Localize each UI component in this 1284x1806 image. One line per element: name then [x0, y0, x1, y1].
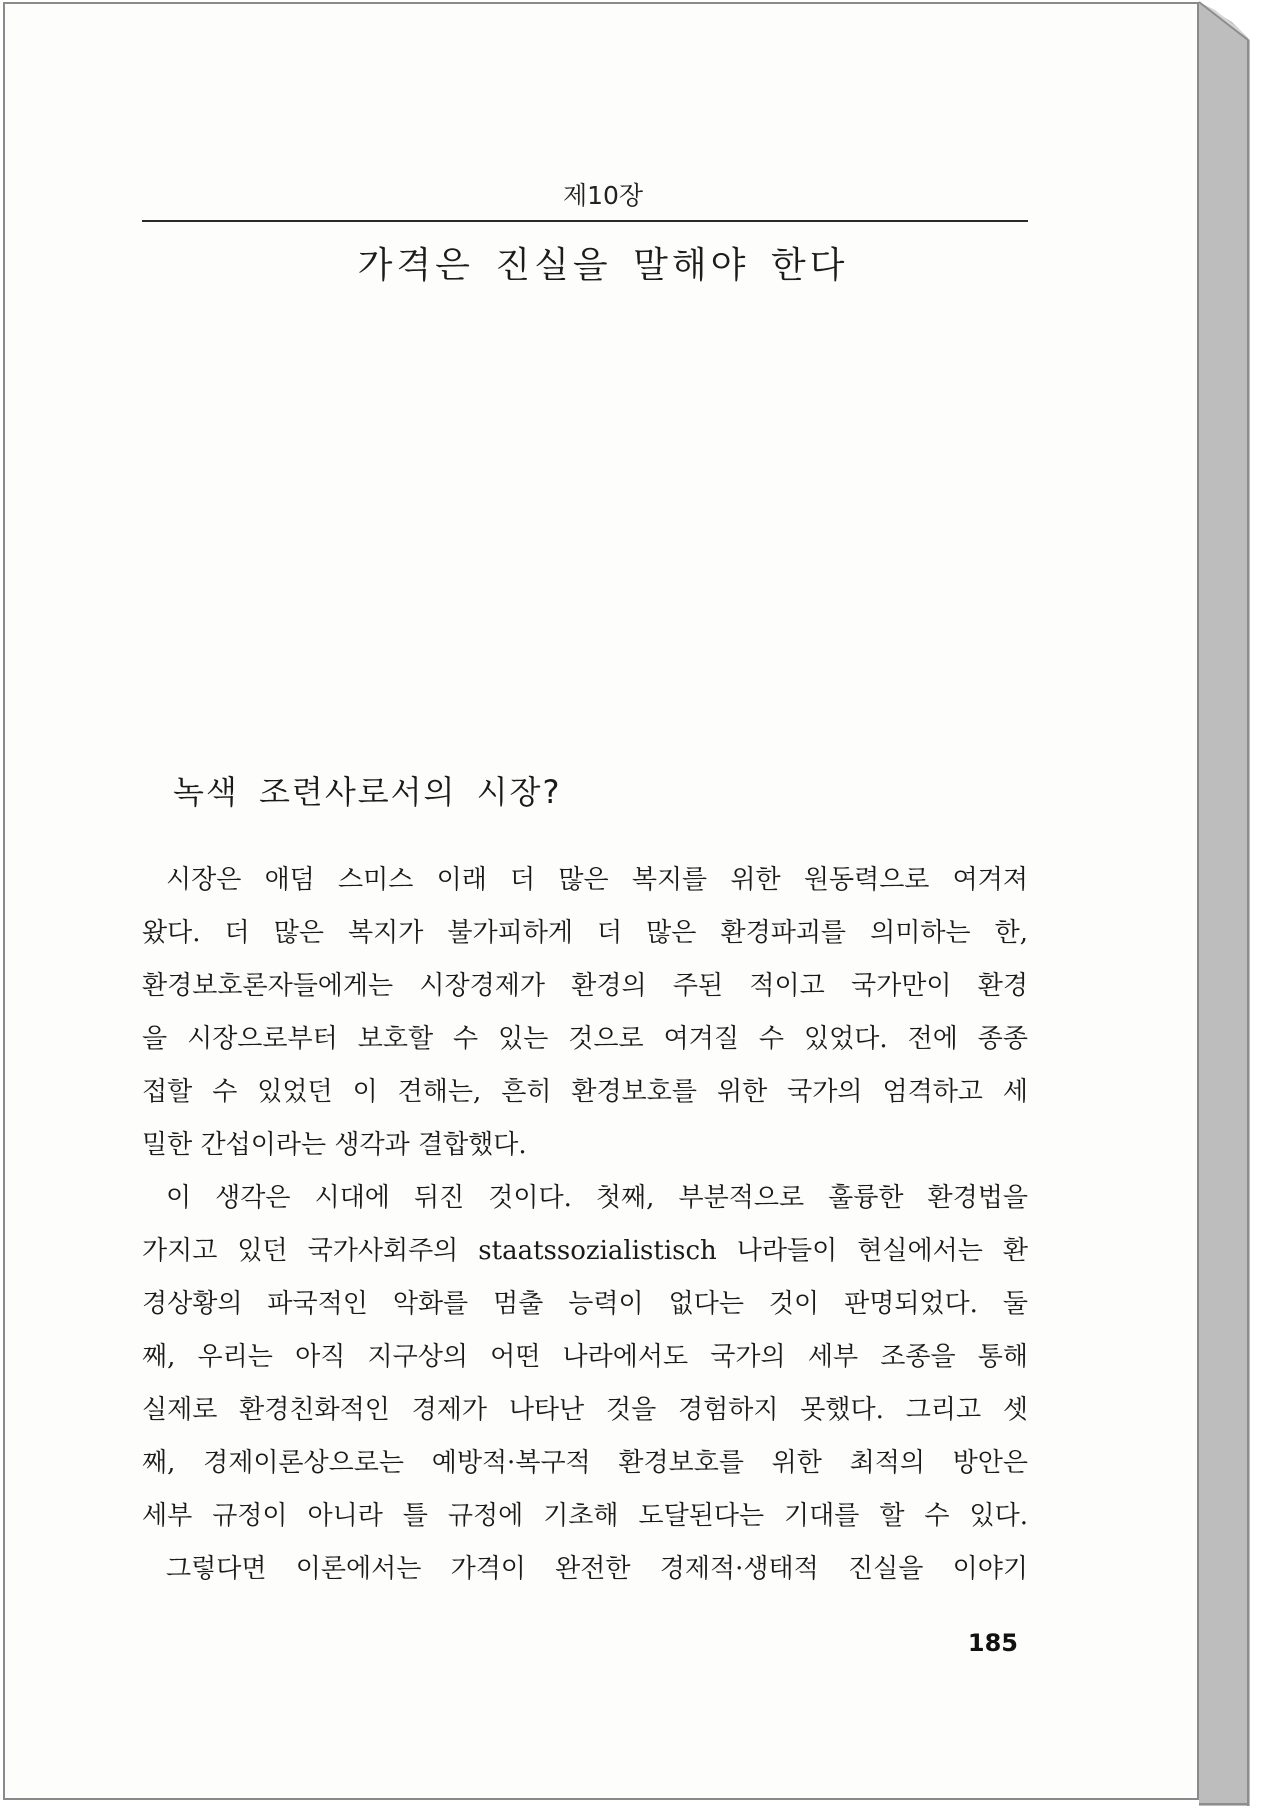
body-line: 을 시장으로부터 보호할 수 있는 것으로 여겨질 수 있었다. 전에 종종	[142, 1024, 1028, 1054]
body-line: 세부 규정이 아니라 틀 규정에 기초해 도달된다는 기대를 할 수 있다.	[142, 1501, 1028, 1531]
page-number: 185	[967, 1629, 1018, 1657]
body-line: 실제로 환경친화적인 경제가 나타난 것을 경험하지 못했다. 그리고 셋	[142, 1395, 1028, 1425]
body-line: 째, 우리는 아직 지구상의 어떤 나라에서도 국가의 세부 조종을 통해	[142, 1342, 1028, 1372]
chapter-divider	[142, 220, 1028, 222]
body-line: 경상황의 파국적인 악화를 멈출 능력이 없다는 것이 판명되었다. 둘	[142, 1289, 1028, 1319]
body-line: 환경보호론자들에게는 시장경제가 환경의 주된 적이고 국가만이 환경	[142, 971, 1028, 1001]
body-line: 째, 경제이론상으로는 예방적·복구적 환경보호를 위한 최적의 방안은	[142, 1448, 1028, 1478]
body-line: 가지고 있던 국가사회주의 staatssozialistisch 나라들이 현실에서는 환	[142, 1236, 1028, 1266]
body-line: 접할 수 있었던 이 견해는, 흔히 환경보호를 위한 국가의 엄격하고 세	[142, 1077, 1028, 1107]
book-page	[3, 2, 1199, 1800]
body-line: 시장은 애덤 스미스 이래 더 많은 복지를 위한 원동력으로 여겨져	[166, 865, 1028, 895]
body-line: 왔다. 더 많은 복지가 불가피하게 더 많은 환경파괴를 의미하는 한,	[142, 918, 1028, 948]
chapter-label: 제10장	[562, 181, 644, 210]
chapter-title: 가격은 진실을 말해야 한다	[357, 245, 849, 286]
section-heading: 녹색 조련사로서의 시장?	[173, 773, 562, 811]
body-line: 이 생각은 시대에 뒤진 것이다. 첫째, 부분적으로 훌륭한 환경법을	[166, 1183, 1028, 1213]
body-line: 밀한 간섭이라는 생각과 결합했다.	[142, 1130, 527, 1160]
body-line: 그렇다면 이론에서는 가격이 완전한 경제적·생태적 진실을 이야기	[166, 1554, 1028, 1584]
